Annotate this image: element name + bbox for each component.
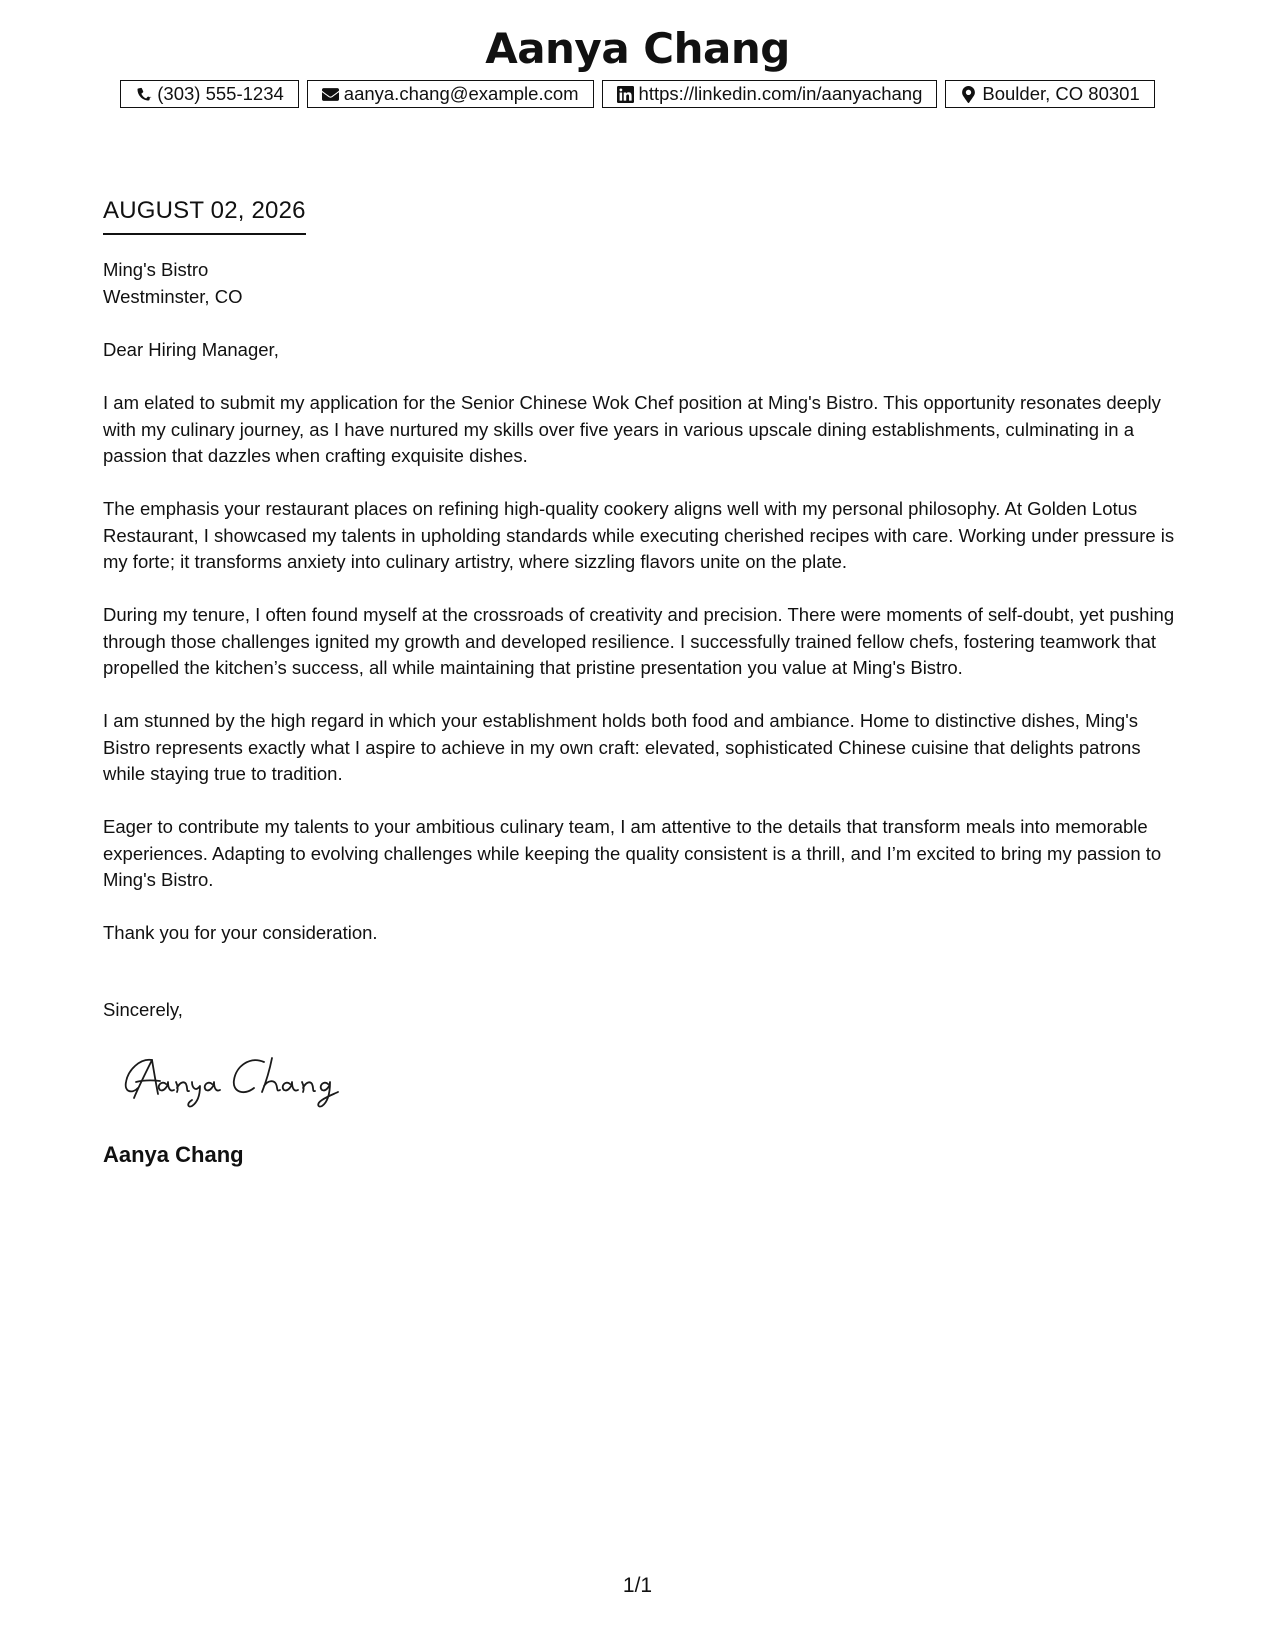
handwritten-signature xyxy=(122,1048,352,1108)
paragraph-5: Eager to contribute my talents to your ambitious culinary team, I am attentive to the details that transform meals into memorable experiences. Adapting to evolving challenges while keeping the quality consistent is a thrill, and I’m excited to bring my passion to Ming's Bistro. xyxy=(103,816,1162,890)
letter-date: AUGUST 02, 2026 xyxy=(103,196,306,235)
recipient-location: Westminster, CO xyxy=(103,285,243,307)
phone-icon xyxy=(135,86,152,103)
page-number: 1/1 xyxy=(622,1574,653,1597)
applicant-name: Aanya Chang xyxy=(485,24,790,73)
paragraph-2: The emphasis your restaurant places on refining high-quality cookery aligns well with my personal philosophy. At Golden Lotus Restaurant, I showcased my talents in upholding standards while executing cherished recipes with care. Working under pressure is my forte; it transforms anxiety into culinary artistry, where sizzling flavors unite on the plate. xyxy=(103,498,1175,572)
contact-linkedin[interactable] xyxy=(602,80,938,108)
paragraph-4: I am stunned by the high regard in which your establishment holds both food and ambiance. Home to distinctive dishes, Ming's Bistro represents exactly what I aspire to achieve in my own craft: elevated, sophisticated Chinese cuisine that delights patrons while staying true to tradition. xyxy=(103,710,1141,784)
map-marker-icon xyxy=(960,86,977,103)
linkedin-text: https://linkedin.com/in/aanyachang xyxy=(638,83,923,104)
contact-location xyxy=(945,80,1154,108)
envelope-icon xyxy=(322,86,339,103)
contact-bar xyxy=(0,80,1275,108)
letter-body xyxy=(103,337,1183,973)
recipient-block xyxy=(103,257,242,310)
phone-text: (303) 555-1234 xyxy=(157,83,284,104)
closing: Sincerely, xyxy=(103,999,183,1020)
salutation: Dear Hiring Manager, xyxy=(103,339,279,360)
contact-phone[interactable] xyxy=(120,80,299,108)
paragraph-3: During my tenure, I often found myself at the crossroads of creativity and precision. There were moments of self-doubt, yet pushing through those challenges ignited my growth and developed resilience. I successfully trained fellow chefs, fostering teamwork that propelled the kitchen’s success, all while maintaining that pristine presentation you value at Ming's Bistro. xyxy=(103,604,1175,678)
email-text: aanya.chang@example.com xyxy=(343,83,579,104)
recipient-company: Ming's Bistro xyxy=(103,259,209,280)
signer-name: Aanya Chang xyxy=(103,1142,244,1167)
location-text: Boulder, CO 80301 xyxy=(982,83,1140,104)
linkedin-icon xyxy=(617,86,634,103)
thank-you-line: Thank you for your consideration. xyxy=(103,922,378,943)
paragraph-1: I am elated to submit my application for the Senior Chinese Wok Chef position at Ming's Bistro. This opportunity resonates deeply with my culinary journey, as I have nurtured my skills over five years in various upscale dining establishments, culminating in a passion that dazzles when crafting exquisite dishes. xyxy=(103,392,1161,466)
contact-email[interactable] xyxy=(307,80,594,108)
